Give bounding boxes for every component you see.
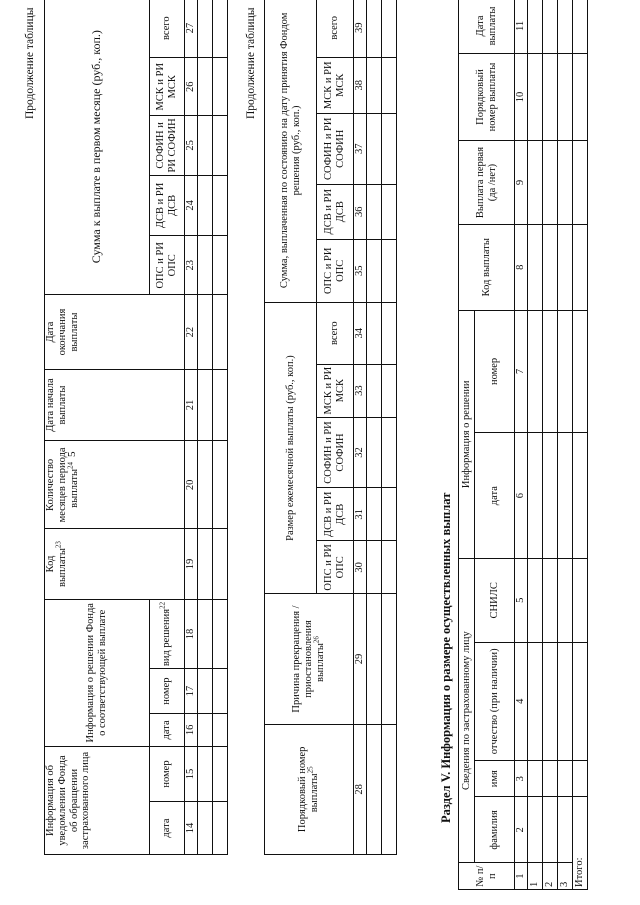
col-number: 2 [515,797,528,863]
table-row [366,0,381,855]
continuation-label-2: Продолжение таблицы [245,7,257,119]
header-payment-code: Код выплаты [459,224,515,310]
header-payment-date: Дата выплаты [459,0,515,53]
header-order-number: Порядковый номер выплаты$^{25}$ [265,724,354,854]
sub-sofin: СОФИН и РИ СОФИН [150,116,185,175]
sub-total: всего [150,0,185,58]
sub-ops: ОПС и РИ ОПС [317,239,354,302]
col-number: 20 [185,441,198,529]
table-row [557,0,572,890]
sub-surname: фамилия [475,797,515,863]
sub-msk: МСК и РИ МСК [317,364,354,417]
header-end-date: Дата окончания выплаты [45,295,185,369]
sub-sofin: СОФИН и РИ СОФИН [317,113,354,184]
col-number: 15 [185,746,198,801]
row-number: 1 [527,863,542,890]
table-row [197,0,212,855]
col-number: 29 [354,594,367,724]
table-continuation-1 [44,0,228,855]
continuation-label-1: Продолжение таблицы [24,7,36,119]
header-start-date: Дата начала выплаты [45,369,185,441]
sub-sofin: СОФИН и РИ СОФИН [317,417,354,488]
col-number: 4 [515,642,528,760]
table-section-5 [458,0,588,890]
total-row [572,0,587,890]
col-number: 34 [354,302,367,364]
col-number: 19 [185,529,198,599]
header-monthly-amount: Размер ежемесячной выплаты (руб., коп.) [265,302,317,594]
col-number: 23 [185,236,198,295]
col-number: 6 [515,433,528,559]
col-number: 16 [185,713,198,746]
sub-dsv: ДСВ и РИ ДСВ [317,488,354,541]
col-number: 33 [354,364,367,417]
sub-name: имя [475,761,515,797]
col-number: 36 [354,184,367,239]
header-months: Количество месяцев периода выплаты$^{24}$ [45,441,185,529]
sub-decision-date: дата [475,433,515,559]
sub-number: номер [150,746,185,801]
col-number: 10 [515,53,528,140]
header-paid-amount: Сумма, выплаченная по состоянию на дату принятия Фондом решения (руб., коп.) [265,0,317,302]
col-number: 25 [185,116,198,175]
col-number: 5 [515,559,528,643]
col-number: 38 [354,57,367,113]
header-order-number: Порядковый номер выплаты [459,53,515,140]
sub-dsv: ДСВ и РИ ДСВ [150,175,185,236]
row-number: 2 [542,863,557,890]
col-number: 17 [185,669,198,713]
table-row [542,0,557,890]
col-number: 24 [185,175,198,236]
col-number: 39 [354,0,367,57]
col-number: 3 [515,761,528,797]
header-code: Код выплаты$^{23}$ [45,529,185,599]
table-row [212,0,227,855]
col-number: 37 [354,113,367,184]
col-number: 26 [185,58,198,116]
sub-snils: СНИЛС [475,559,515,643]
col-number: 1 [515,863,528,890]
sub-ops: ОПС и РИ ОПС [317,541,354,594]
col-number: 18 [185,599,198,669]
col-number: 21 [185,369,198,441]
header-row-number: № п/п [459,863,515,890]
sub-total: всего [317,302,354,364]
col-number: 8 [515,224,528,310]
table-row [527,0,542,890]
sub-msk: МСК и РИ МСК [317,57,354,113]
header-person-info: Сведения по застрахованному лицу [459,559,475,863]
col-number: 7 [515,310,528,433]
header-decision-info: Информация о решении [459,310,475,558]
col-number: 9 [515,141,528,225]
sub-number: номер [150,669,185,713]
sub-dsv: ДСВ и РИ ДСВ [317,184,354,239]
col-number: 35 [354,239,367,302]
header-decision: Информация о решении Фонда о соответствующей выплате [45,599,150,746]
sub-date: дата [150,802,185,855]
col-number: 31 [354,488,367,541]
sub-decision-number: номер [475,310,515,433]
header-sum-first-month: Сумма к выплате в первом месяце (руб., коп.) [45,0,150,295]
col-number: 28 [354,724,367,854]
row-number: 3 [557,863,572,890]
header-reason: Причина прекращения / приостановления выплаты$^{26}$ [265,594,354,724]
page-number: 5 [66,451,78,457]
table-continuation-2 [264,0,397,855]
sub-ops: ОПС и РИ ОПС [150,236,185,295]
sub-total: всего [317,0,354,57]
sub-patronymic: отчество (при наличии) [475,642,515,760]
total-label: Итого: [572,797,587,890]
section-title: Раздел V. Информация о размере осуществленных выплат [439,492,453,823]
header-notice: Информация об уведомлении Фонда об обращении застрахованного лица [45,746,150,854]
col-number: 14 [185,802,198,855]
table-row [381,0,396,855]
header-first-payment: Выплата первая (да /нет) [459,141,515,225]
col-number: 22 [185,295,198,369]
col-number: 11 [515,0,528,53]
sub-kind: вид решения$^{22}$ [150,599,185,669]
col-number: 32 [354,417,367,488]
sub-msk: МСК и РИ МСК [150,58,185,116]
sub-date: дата [150,713,185,746]
col-number: 30 [354,541,367,594]
col-number: 27 [185,0,198,58]
